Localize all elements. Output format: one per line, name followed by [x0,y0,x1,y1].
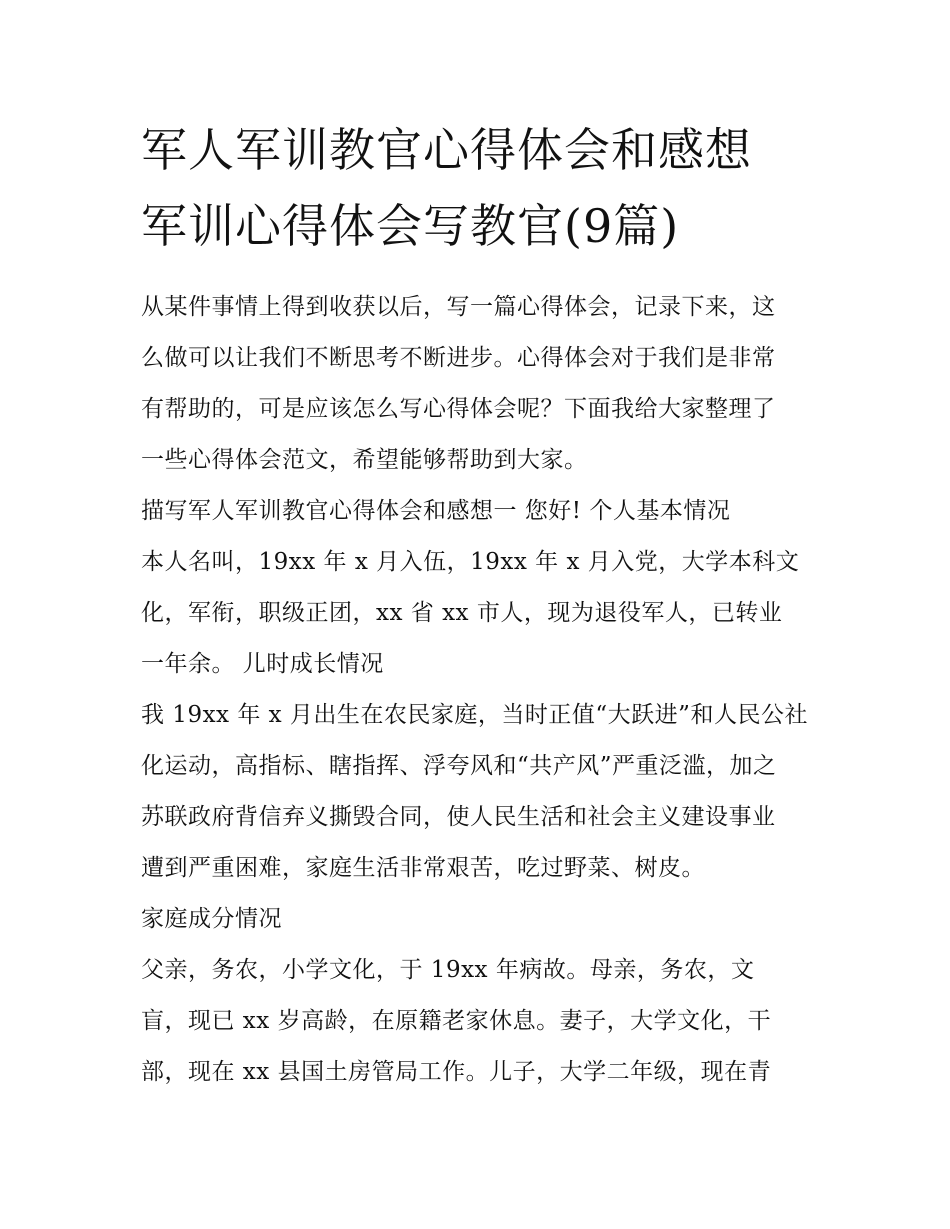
body-line: 从某件事情上得到收获以后，写一篇心得体会，记录下来，这 [141,294,776,320]
body-line: 苏联政府背信弃义撕毁合同，使人民生活和社会主义建设事业 [141,804,776,830]
body-line: 父亲，务农，小学文化，于 19xx 年病故。母亲，务农，文 [141,957,755,983]
body-line: 化，军衔，职级正团，xx 省 xx 市人，现为退役军人，已转业 [141,600,783,626]
body-line: 部，现在 xx 县国土房管局工作。儿子，大学二年级，现在青 [141,1059,772,1085]
body-line: 化运动，高指标、瞎指挥、浮夸风和“共产风”严重泛滥，加之 [141,753,777,779]
document-body [141,282,821,1098]
body-line: 描写军人军训教官心得体会和感想一 您好! 个人基本情况 [141,498,731,524]
title-line-1: 军人军训教官心得体会和感想 [141,123,752,177]
body-line: 本人名叫，19xx 年 x 月入伍，19xx 年 x 月入党，大学本科文 [141,549,800,575]
body-line: 遭到严重困难，家庭生活非常艰苦，吃过野菜、树皮。 [141,855,705,881]
document-content [141,112,821,1098]
title-line-2: 军训心得体会写教官(9篇) [141,199,680,253]
body-line: 一年余。 儿时成长情况 [141,651,384,677]
body-line: 么做可以让我们不断思考不断进步。心得体会对于我们是非常 [141,345,776,371]
body-line: 我 19xx 年 x 月出生在农民家庭，当时正值“大跃进”和人民公社 [141,702,808,728]
body-line: 家庭成分情况 [141,906,282,932]
body-line: 有帮助的，可是应该怎么写心得体会呢？下面我给大家整理了 [141,396,776,422]
body-line: 一些心得体会范文，希望能够帮助到大家。 [141,447,588,473]
document-title [141,112,821,264]
body-line: 盲，现已 xx 岁高龄，在原籍老家休息。妻子，大学文化，干 [141,1008,772,1034]
